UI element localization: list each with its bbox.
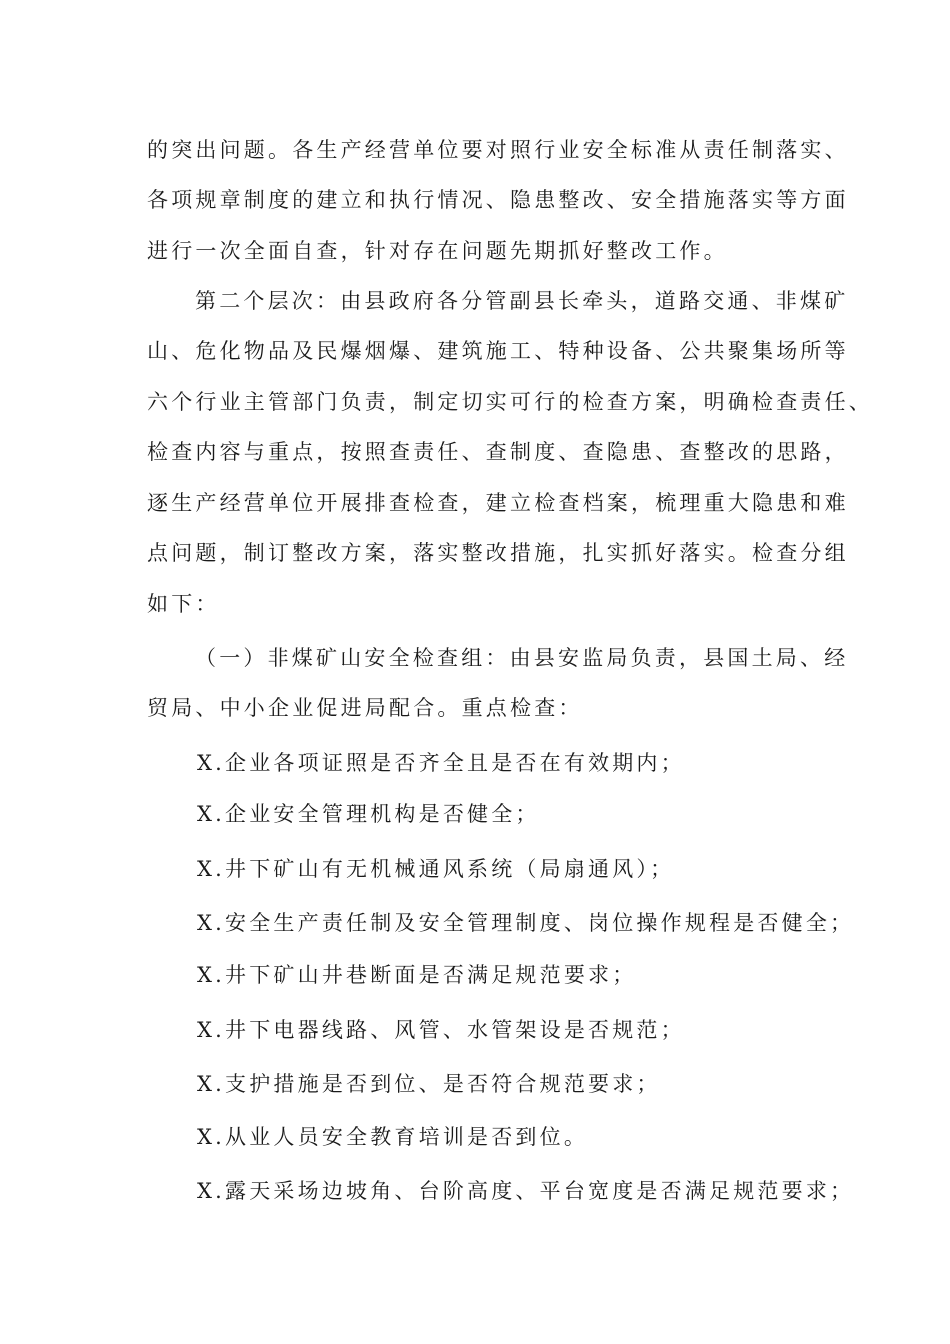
paragraph-2-line-7: 如下： — [147, 592, 220, 616]
paragraph-1-line-2: 各项规章制度的建立和执行情况、隐患整改、安全措施落实等方面 — [147, 188, 849, 212]
paragraph-2-line-6: 点问题，制订整改方案，落实整改措施，扎实抓好落实。检查分组 — [147, 541, 849, 565]
checklist-item-4: X.安全生产责任制及安全管理制度、岗位操作规程是否健全； — [197, 911, 855, 935]
checklist-item-1: X.企业各项证照是否齐全且是否在有效期内； — [197, 751, 685, 775]
checklist-item-3: X.井下矿山有无机械通风系统（局扇通风）； — [197, 857, 675, 881]
paragraph-1-line-1: 的突出问题。各生产经营单位要对照行业安全标准从责任制落实、 — [147, 138, 849, 162]
paragraph-2-line-3: 六个行业主管部门负责，制定切实可行的检查方案，明确检查责任、 — [147, 390, 873, 414]
checklist-item-2: X.企业安全管理机构是否健全； — [197, 802, 540, 826]
checklist-item-6: X.井下电器线路、风管、水管架设是否规范； — [197, 1018, 685, 1042]
checklist-item-9: X.露天采场边坡角、台阶高度、平台宽度是否满足规范要求； — [197, 1179, 855, 1203]
checklist-item-5: X.井下矿山井巷断面是否满足规范要求； — [197, 963, 637, 987]
paragraph-1-line-3: 进行一次全面自查，针对存在问题先期抓好整改工作。 — [147, 239, 728, 263]
paragraph-3-line-2: 贸局、中小企业促进局配合。重点检查： — [147, 696, 583, 720]
paragraph-2-line-5: 逐生产经营单位开展排查检查，建立检查档案，梳理重大隐患和难 — [147, 491, 849, 515]
checklist-item-8: X.从业人员安全教育培训是否到位。 — [197, 1125, 589, 1149]
paragraph-2-line-4: 检查内容与重点，按照查责任、查制度、查隐患、查整改的思路， — [147, 440, 849, 464]
paragraph-2-line-1: 第二个层次：由县政府各分管副县长牵头，道路交通、非煤矿 — [195, 289, 849, 313]
checklist-item-7: X.支护措施是否到位、是否符合规范要求； — [197, 1072, 661, 1096]
paragraph-3-line-1: （一）非煤矿山安全检查组：由县安监局负责，县国土局、经 — [195, 646, 849, 670]
paragraph-2-line-2: 山、危化物品及民爆烟爆、建筑施工、特种设备、公共聚集场所等 — [147, 339, 849, 363]
